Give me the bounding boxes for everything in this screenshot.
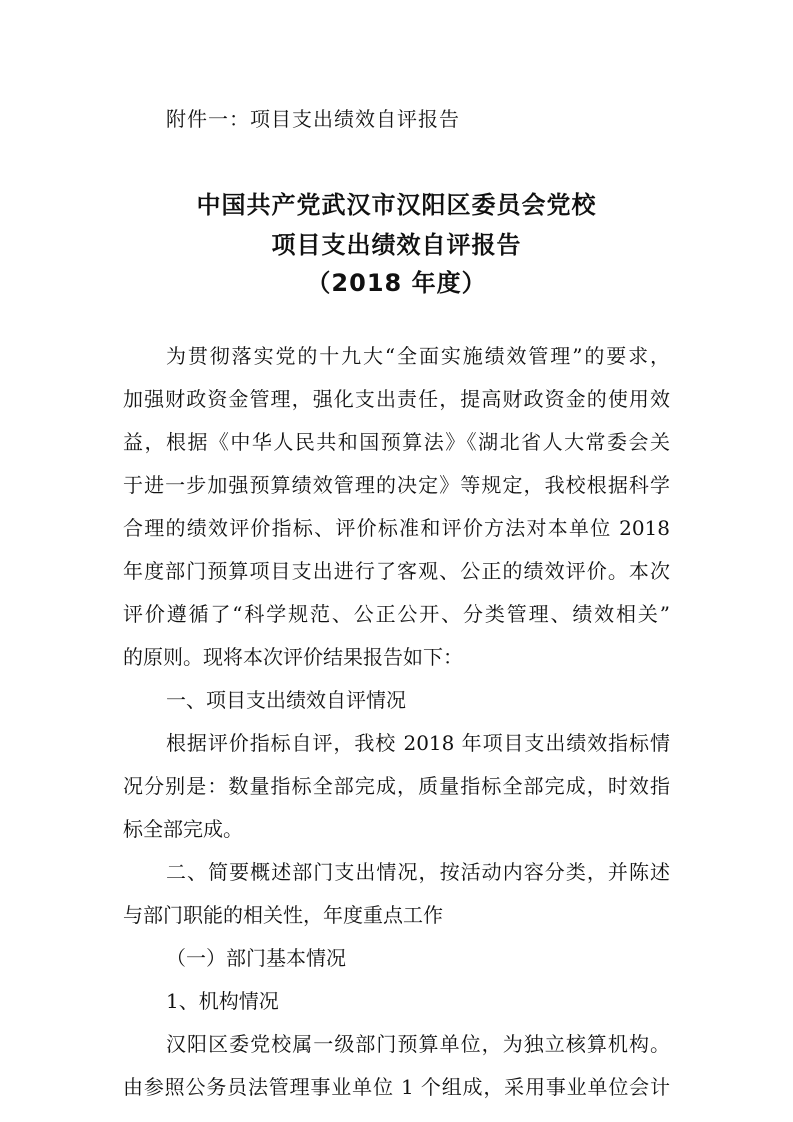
section-2-item: 1、机构情况 [166, 989, 279, 1013]
title-line-3: （2018 年度） [306, 269, 487, 297]
intro-line: 的原则。现将本次评价结果报告如下： [123, 645, 463, 669]
section-1-line: 标全部完成。 [123, 817, 243, 841]
section-1-heading: 一、项目支出绩效自评情况 [166, 688, 406, 712]
intro-line: 评价遵循了“科学规范、公正公开、分类管理、绩效相关” [123, 602, 670, 626]
section-2-line: 汉阳区委党校属一级部门预算单位，为独立核算机构。 [166, 1032, 670, 1056]
title-line-1: 中国共产党武汉市汉阳区委员会党校 [196, 191, 597, 219]
intro-line: 加强财政资金管理，强化支出责任，提高财政资金的使用效 [123, 387, 670, 411]
attachment-label: 附件一：项目支出绩效自评报告 [166, 107, 460, 131]
section-2-heading-line: 二、简要概述部门支出情况，按活动内容分类，并陈述 [166, 860, 670, 884]
intro-line: 为贯彻落实党的十九大“全面实施绩效管理”的要求， [166, 344, 670, 368]
intro-line: 益，根据《中华人民共和国预算法》《湖北省人大常委会关 [123, 430, 670, 454]
intro-line: 年度部门预算项目支出进行了客观、公正的绩效评价。本次 [123, 559, 670, 583]
section-2-heading-line: 与部门职能的相关性，年度重点工作 [123, 903, 443, 927]
section-1-line: 况分别是：数量指标全部完成，质量指标全部完成，时效指 [123, 774, 670, 798]
section-1-line: 根据评价指标自评，我校 2018 年项目支出绩效指标情 [166, 731, 670, 755]
section-2-line: 由参照公务员法管理事业单位 1 个组成，采用事业单位会计 [123, 1075, 670, 1099]
title-line-2: 项目支出绩效自评报告 [271, 231, 522, 259]
section-2-subheading: （一）部门基本情况 [166, 946, 346, 970]
intro-line: 合理的绩效评价指标、评价标准和评价方法对本单位 2018 [123, 516, 670, 540]
intro-line: 于进一步加强预算绩效管理的决定》等规定，我校根据科学 [123, 473, 670, 497]
